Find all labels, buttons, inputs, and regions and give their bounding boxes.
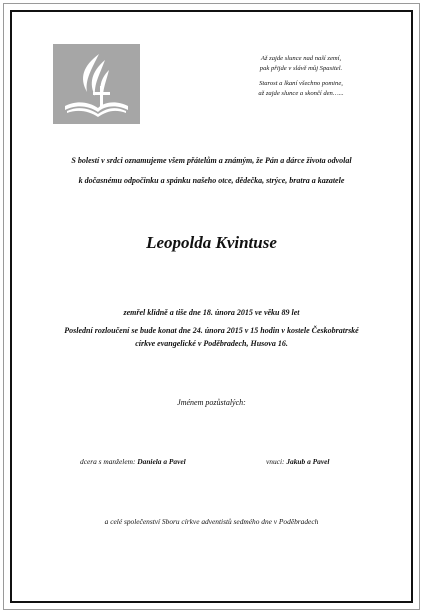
hymn-quote (226, 54, 376, 99)
deceased-name: Leopolda Kvintuse (146, 233, 277, 252)
funeral-line-2: církve evangelické v Poděbradech, Husova 16. (135, 339, 288, 348)
grandchildren-label: vnuci: (266, 457, 285, 466)
grandchildren-entry (266, 456, 329, 468)
intro-line-1: S bolestí v srdci oznamujeme všem přátelům a známým, že Pán a dárce života odvolal (71, 156, 352, 165)
daughter-names: Daniela a Pavel (137, 457, 186, 466)
community-line: a celé společenství Sboru církve adventistů sedmého dne v Poděbradech (104, 517, 319, 526)
mourners-heading: Jménem pozůstalých: (177, 398, 246, 407)
quote-line: pak přijde v slávě můj Spasitel. (259, 65, 343, 72)
funeral-line-1: Poslední rozloučení se bude konat dne 24. února 2015 v 15 hodin v kostele Českobratrské (64, 326, 359, 335)
flame-bible-icon (53, 44, 140, 124)
grandchildren-names: Jakub a Pavel (286, 457, 330, 466)
intro-line-2: k dočasnému odpočinku a spánku našeho otce, dědečka, strýce, bratra a kazatele (78, 176, 345, 185)
quote-line: Starost a lkaní všechno pomine, (259, 80, 343, 87)
church-logo-icon (53, 44, 140, 124)
death-notice: zemřel klidně a tiše dne 18. února 2015 ve věku 89 let (123, 308, 300, 317)
daughter-entry (80, 456, 186, 468)
quote-line: až zajde slunce a skončí den…... (258, 90, 344, 97)
daughter-label: dcera s manželem: (80, 457, 136, 466)
quote-line: Až zajde slunce nad naší zemí, (260, 55, 342, 62)
